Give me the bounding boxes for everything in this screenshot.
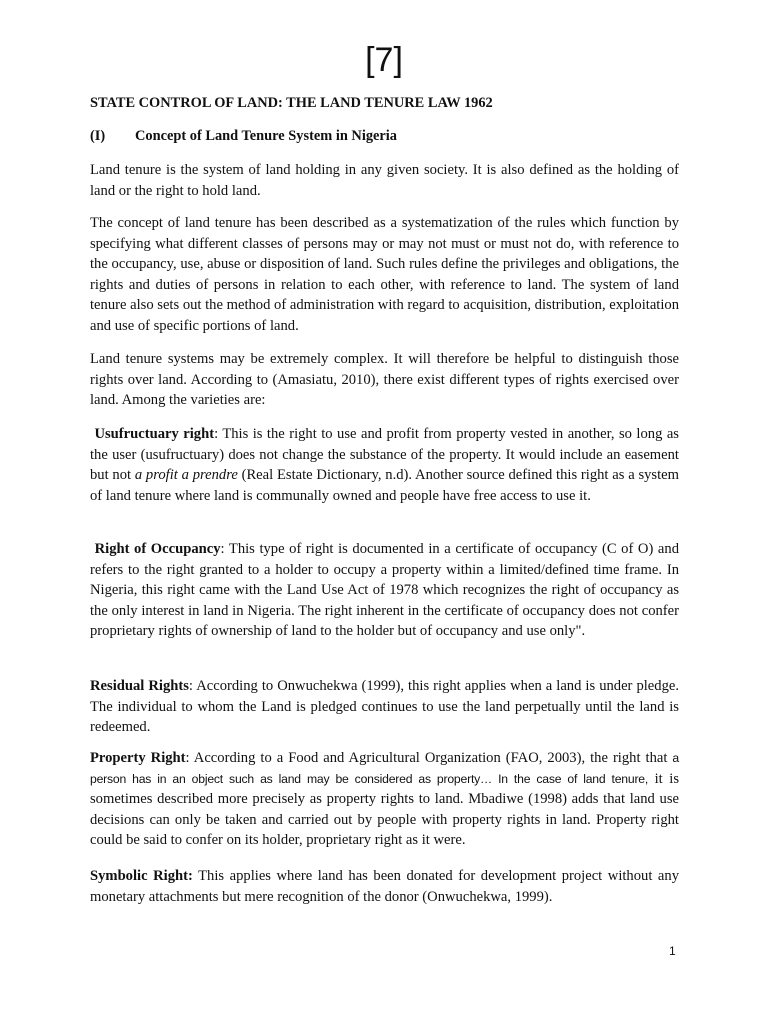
definition-text: it is sometimes described more precisely as property rights to land. Mbadiwe (1998) adds that land use decisions can only be taken and carried out by people with property rights in land. Property right could be said to confer on its holder, proprietary right as it were. bbox=[90, 770, 679, 848]
italic-term: a profit a prendre bbox=[134, 467, 238, 483]
section-title: Concept of Land Tenure System in Nigeria bbox=[135, 128, 397, 144]
definition-text: (Real Estate Dictionary, n.d). Another source defined this right as a system of land tenure where land is communally owned and people have free access to use it. bbox=[90, 467, 679, 504]
term-symbolic-right: Symbolic Right: bbox=[90, 868, 193, 884]
paragraph-property-right bbox=[90, 748, 679, 851]
section-number: (I) bbox=[90, 128, 106, 144]
definition-text: : According to Onwuchekwa (1999), this right applies when a land is under pledge. The individual to whom the Land is pledged continues to use the land perpetually until the land is redeemed. bbox=[90, 678, 679, 735]
footer-page-number: 1 bbox=[669, 944, 676, 958]
definition-text: : According to a Food and Agricultural Organization (FAO, 2003), the right that bbox=[185, 750, 673, 766]
paragraph-text: Land tenure systems may be extremely complex. It will therefore be helpful to distinguish those rights over land. According to (Amasiatu, 2010), there exist different types of rights exercised over land. Among the varieties are: bbox=[90, 351, 679, 408]
definition-text: : This is the right to use and profit from property vested in another, so long as the user (usufructuary) does not change the substance of the property. It would include an easement but not bbox=[90, 426, 679, 483]
quoted-text: a person has in an object such as land may be considered as property… In the case of land tenure, bbox=[90, 751, 679, 786]
paragraph-land-tenure-concept bbox=[90, 213, 679, 336]
document-title: STATE CONTROL OF LAND: THE LAND TENURE LAW 1962 bbox=[90, 95, 493, 111]
paragraph-text: Land tenure is the system of land holding in any given society. It is also defined as the holding of land or the right to hold land. bbox=[90, 162, 679, 199]
term-right-of-occupancy: Right of Occupancy bbox=[94, 541, 221, 557]
term-property-right: Property Right bbox=[90, 750, 186, 766]
paragraph-text: The concept of land tenure has been described as a systematization of the rules which function by specifying what different classes of persons may or may not must or must not do, with reference to the occupancy, use, abuse or disposition of land. Such rules define the privileges and obligations, the rights and duties of persons in relation to each other, with reference to land. The system of land tenure also sets out the method of administration with regard to acquisition, distribution, exploitation and use of specific portions of land. bbox=[90, 215, 679, 334]
paragraph-land-tenure-systems bbox=[90, 349, 679, 411]
page-marker: [7] bbox=[365, 41, 403, 79]
term-residual-rights: Residual Rights bbox=[90, 678, 189, 694]
section-heading bbox=[90, 127, 397, 145]
paragraph-residual-rights bbox=[90, 676, 679, 738]
paragraph-land-tenure-definition bbox=[90, 160, 679, 201]
definition-text: This applies where land has been donated for development project without any monetary attachments but mere recognition of the donor (Onwuchekwa, 1999). bbox=[90, 868, 679, 905]
paragraph-right-of-occupancy bbox=[90, 539, 679, 642]
paragraph-symbolic-right bbox=[90, 866, 679, 907]
definition-text: : This type of right is documented in a certificate of occupancy (C of O) and refers to the right granted to a holder to occupy a property within a limited/defined time frame. In Nigeria, this right came with the Land Use Act of 1978 which recognizes the right of occupancy as the only interest in land in Nigeria. The right inherent in the certificate of occupancy does not confer proprietary rights of ownership of land to the holder but of occupancy and use only". bbox=[90, 541, 679, 639]
paragraph-usufructuary-right bbox=[90, 424, 679, 506]
term-usufructuary-right: Usufructuary right bbox=[94, 426, 215, 442]
